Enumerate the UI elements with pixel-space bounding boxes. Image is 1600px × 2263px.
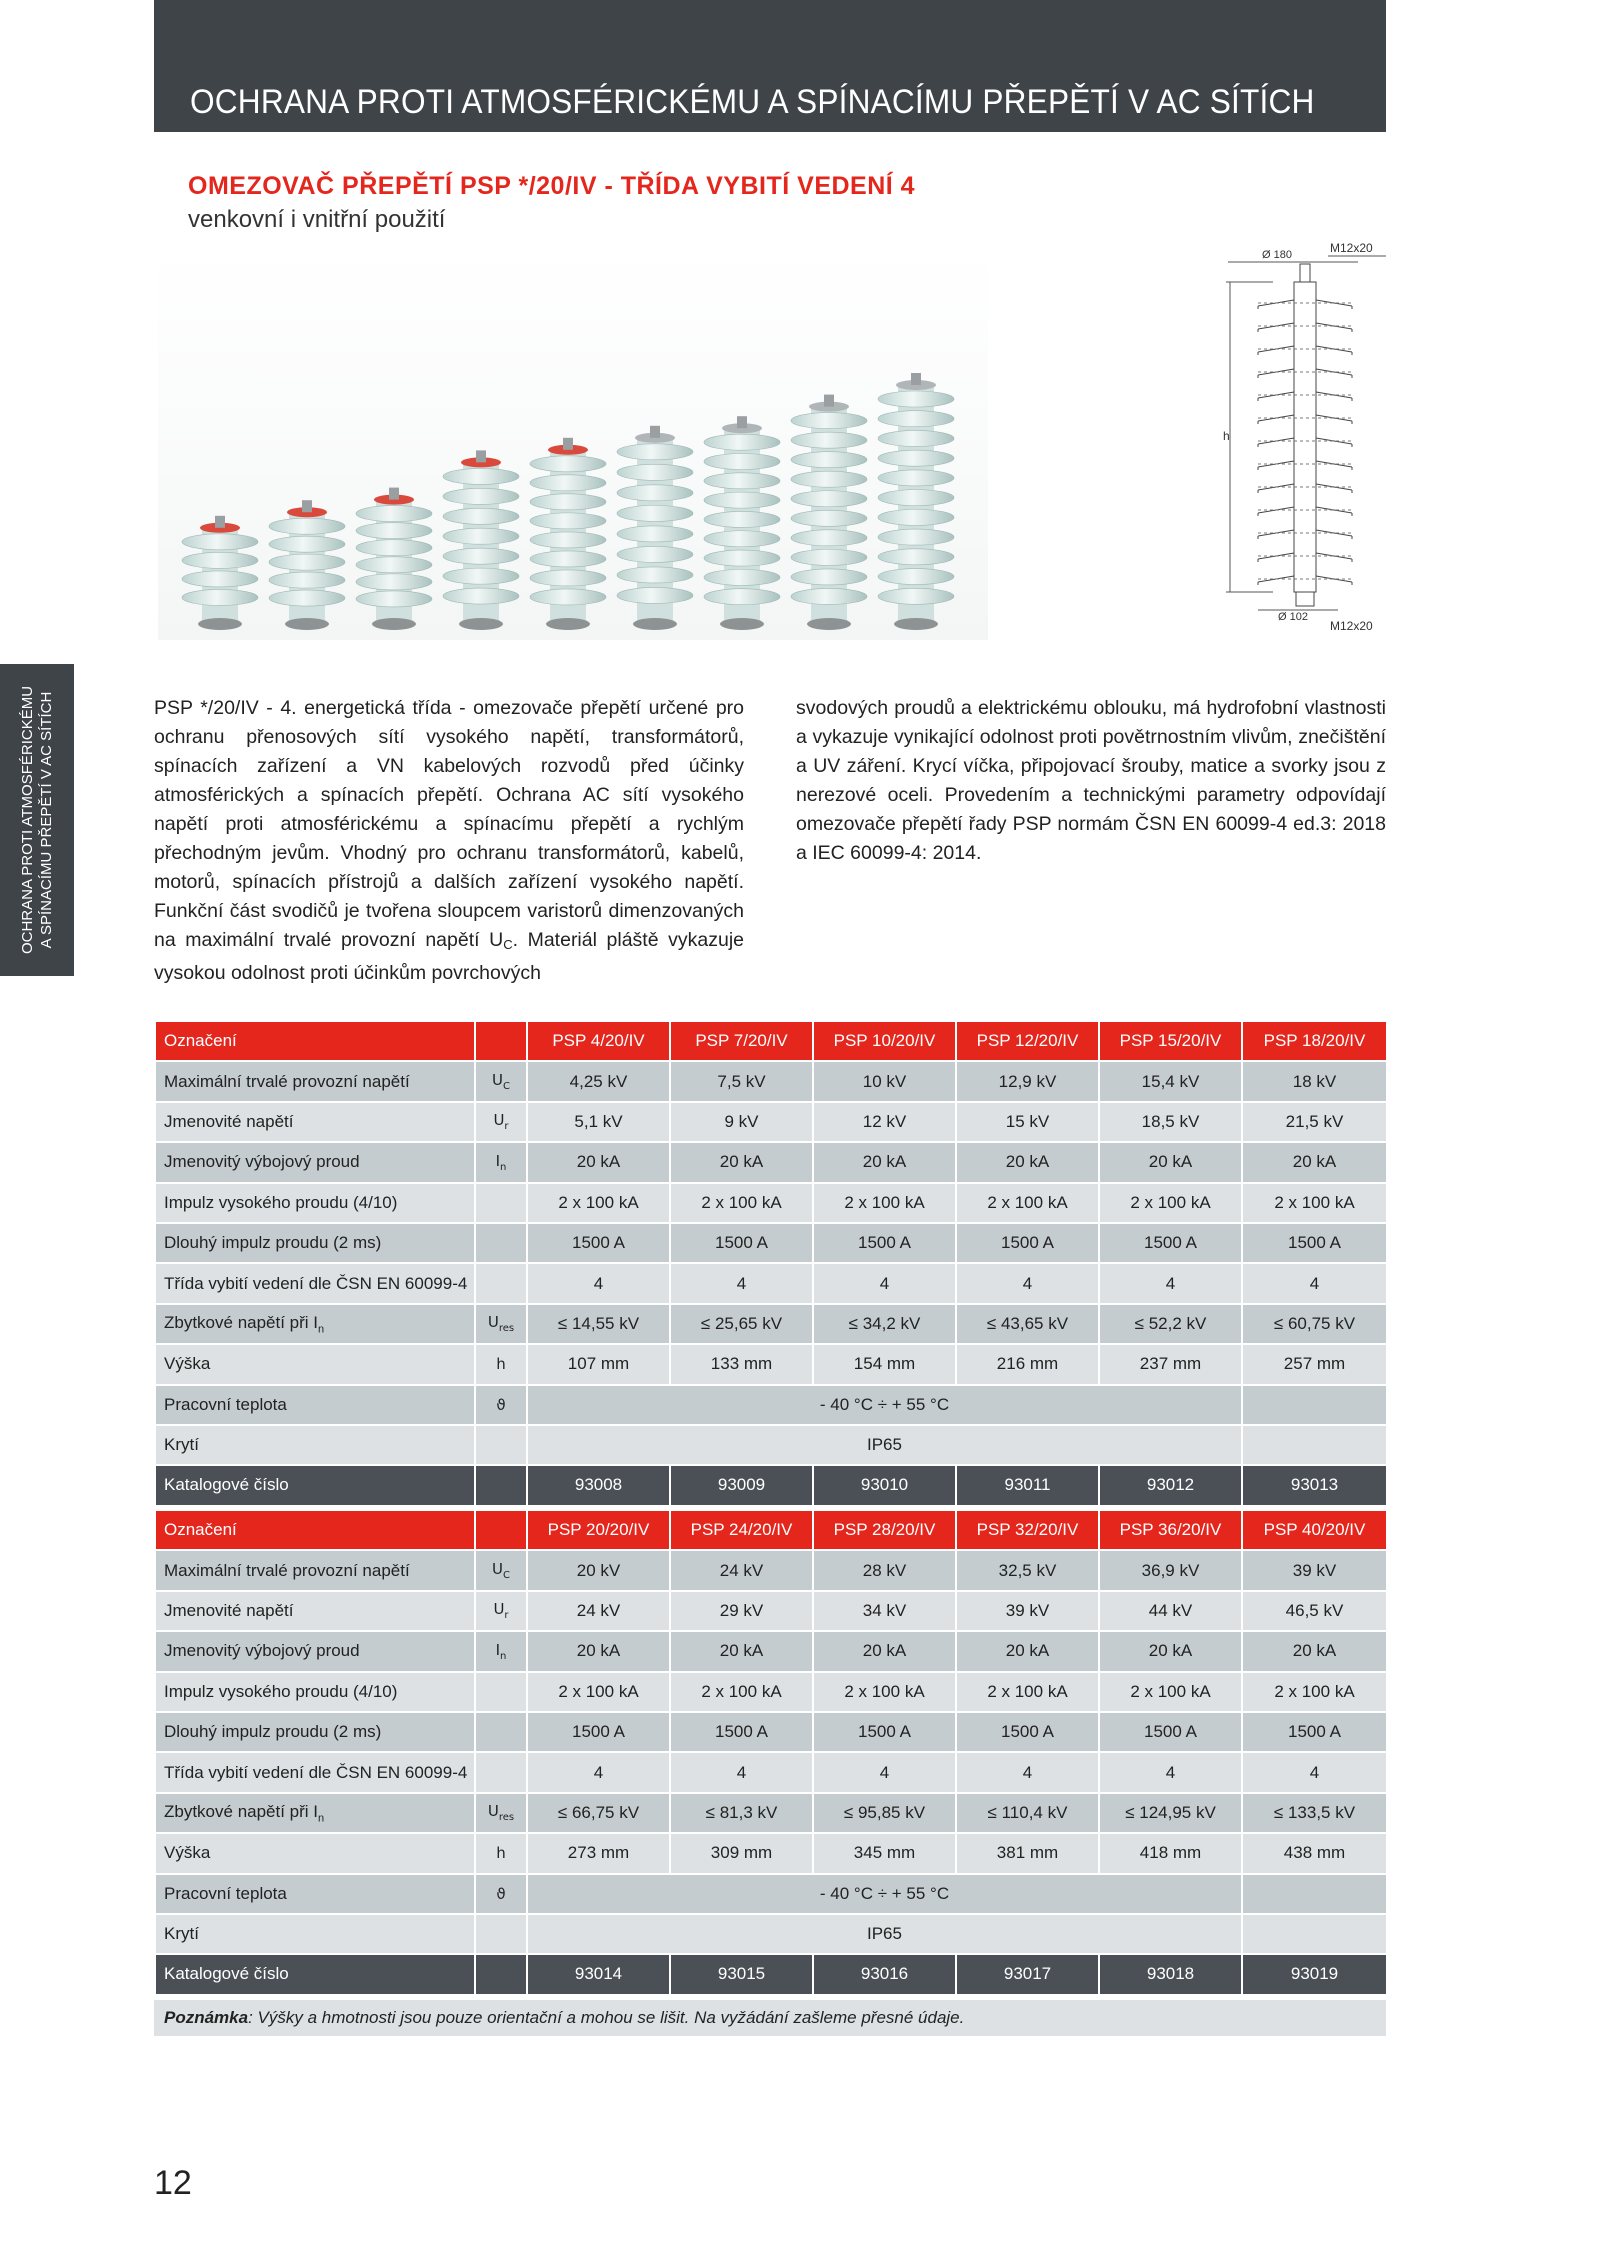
value-cell: 1500 A [670, 1712, 813, 1752]
value-cell: 20 kA [1099, 1142, 1242, 1182]
value-cell: 15 kV [956, 1102, 1099, 1142]
table-header-row [155, 1021, 1387, 1061]
symbol-cell [475, 1914, 527, 1954]
row-label: Označení [155, 1021, 475, 1061]
value-cell: 2 x 100 kA [1099, 1183, 1242, 1223]
symbol-subscript: n [500, 1161, 507, 1173]
value-cell: 4 [813, 1752, 956, 1792]
value-cell: ≤ 43,65 kV [956, 1304, 1099, 1344]
value-cell: 133 mm [670, 1344, 813, 1384]
value-cell: 2 x 100 kA [956, 1183, 1099, 1223]
uc-subscript: C [503, 937, 513, 952]
value-cell: 4 [527, 1263, 670, 1303]
value-cell: 12,9 kV [956, 1061, 1099, 1101]
value-cell: 28 kV [813, 1550, 956, 1590]
value-cell: 20 kA [670, 1142, 813, 1182]
symbol-cell [475, 1591, 527, 1631]
symbol-cell [475, 1061, 527, 1101]
value-cell: 4 [670, 1752, 813, 1792]
symbol: U [493, 1111, 505, 1130]
symbol-cell [475, 1304, 527, 1344]
table-row [155, 1385, 1387, 1425]
value-cell: 20 kV [527, 1550, 670, 1590]
side-tab-line1: OCHRANA PROTI ATMOSFÉRICKÉMU [19, 685, 36, 955]
value-cell: 309 mm [670, 1833, 813, 1873]
page-number: 12 [154, 2164, 192, 2202]
note [154, 2000, 1386, 2036]
catalog-number: 93014 [527, 1954, 670, 1994]
side-tab [0, 664, 74, 976]
symbol-cell [475, 1465, 527, 1505]
value-cell: 257 mm [1242, 1344, 1387, 1384]
value-cell: 20 kA [670, 1631, 813, 1671]
value-cell: 20 kA [956, 1142, 1099, 1182]
table-row [155, 1874, 1387, 1914]
table-row [155, 1102, 1387, 1142]
row-label: Maximální trvalé provozní napětí [155, 1061, 475, 1101]
column-header: PSP 15/20/IV [1099, 1021, 1242, 1061]
diameter-top-label: Ø 180 [1262, 249, 1292, 261]
symbol: h [496, 1355, 506, 1374]
value-cell: ≤ 81,3 kV [670, 1793, 813, 1833]
symbol: h [496, 1844, 506, 1863]
value-cell: 1500 A [1242, 1712, 1387, 1752]
table-row [155, 1591, 1387, 1631]
symbol: U [493, 1600, 505, 1619]
symbol: ϑ [496, 1884, 506, 1903]
table-row [155, 1793, 1387, 1833]
catalog-number: 93009 [670, 1465, 813, 1505]
value-cell: 273 mm [527, 1833, 670, 1873]
description-right: svodových proudů a elektrickému oblouku, má hydrofobní vlastnosti a vykazuje vynikající odolnost proti povětrnostním vlivům, znečištění a UV záření. Krycí víčka, připojovací šrouby, matice a svorky jsou z nerezové oceli. Provedením a technickými parametry odpovídají omezovače přepětí řady PSP normám ČSN EN 60099-4 ed.3: 2018 a IEC 60099-4: 2014. [796, 697, 1386, 864]
symbol-cell [475, 1263, 527, 1303]
arrester-image [269, 500, 345, 630]
column-header: PSP 18/20/IV [1242, 1021, 1387, 1061]
column-header: PSP 4/20/IV [527, 1021, 670, 1061]
symbol: U [492, 1071, 503, 1090]
row-label: Jmenovitý výbojový proud [155, 1142, 475, 1182]
table-row [155, 1550, 1387, 1590]
side-tab-line2: A SPÍNACÍMU PŘEPĚTÍ V AC SÍTÍCH [38, 691, 55, 949]
symbol-cell [475, 1142, 527, 1182]
symbol-cell [475, 1712, 527, 1752]
value-cell: 2 x 100 kA [1242, 1672, 1387, 1712]
value-cell: 39 kV [1242, 1550, 1387, 1590]
product-title: OMEZOVAČ PŘEPĚTÍ PSP */20/IV - TŘÍDA VYBITÍ VEDENÍ 4 [188, 172, 916, 200]
description-left [154, 694, 744, 988]
row-label-text: Zbytkové napětí při I [164, 1312, 319, 1332]
description-text-end: . Materiál pláště vykazuje vysokou odolnost proti účinkům povrchových [154, 929, 744, 984]
row-label: Maximální trvalé provozní napětí [155, 1550, 475, 1590]
value-cell: 20 kA [1099, 1631, 1242, 1671]
catalog-number: 93013 [1242, 1465, 1387, 1505]
value-cell: - 40 °C ÷ + 55 °C [527, 1874, 1242, 1914]
table-row [155, 1631, 1387, 1671]
column-header: PSP 12/20/IV [956, 1021, 1099, 1061]
symbol-cell [475, 1021, 527, 1061]
value-cell: 5,1 kV [527, 1102, 670, 1142]
value-cell: 4 [813, 1263, 956, 1303]
value-cell: 20 kA [813, 1142, 956, 1182]
page-title: OCHRANA PROTI ATMOSFÉRICKÉMU A SPÍNACÍMU PŘEPĚTÍ V AC SÍTÍCH [190, 83, 1315, 121]
value-cell: 44 kV [1099, 1591, 1242, 1631]
value-cell: ≤ 52,2 kV [1099, 1304, 1242, 1344]
column-header: PSP 28/20/IV [813, 1510, 956, 1550]
row-label-text: Zbytkové napětí při I [164, 1801, 319, 1821]
catalog-number: 93008 [527, 1465, 670, 1505]
table-row [155, 1465, 1387, 1505]
value-cell: 2 x 100 kA [527, 1672, 670, 1712]
table-row [155, 1712, 1387, 1752]
table-row [155, 1752, 1387, 1792]
value-cell: 1500 A [1099, 1223, 1242, 1263]
arrester-image [182, 516, 258, 630]
symbol-cell [475, 1223, 527, 1263]
value-cell: 15,4 kV [1099, 1061, 1242, 1101]
table-row [155, 1672, 1387, 1712]
value-cell: 21,5 kV [1242, 1102, 1387, 1142]
arrester-image [791, 395, 867, 630]
table-row [155, 1914, 1387, 1954]
value-cell: 1500 A [670, 1223, 813, 1263]
value-cell: 20 kA [527, 1142, 670, 1182]
row-label: Dlouhý impulz proudu (2 ms) [155, 1712, 475, 1752]
product-photo [158, 250, 988, 640]
table-row [155, 1954, 1387, 1994]
value-cell: 20 kA [527, 1631, 670, 1671]
table-header-row [155, 1510, 1387, 1550]
row-label: Jmenovitý výbojový proud [155, 1631, 475, 1671]
value-cell: 4 [956, 1752, 1099, 1792]
value-cell: 20 kA [813, 1631, 956, 1671]
value-cell: ≤ 60,75 kV [1242, 1304, 1387, 1344]
value-cell: 20 kA [1242, 1631, 1387, 1671]
value-cell: 10 kV [813, 1061, 956, 1101]
value-cell: 107 mm [527, 1344, 670, 1384]
catalog-number: 93017 [956, 1954, 1099, 1994]
arrester-image [617, 426, 693, 630]
value-cell: 24 kV [527, 1591, 670, 1631]
value-cell: 154 mm [813, 1344, 956, 1384]
note-text: : Výšky a hmotnosti jsou pouze orientační a mohou se lišit. Na vyžádání zašleme přesné údaje. [248, 2008, 965, 2027]
arrester-image [443, 450, 519, 630]
value-cell: 20 kA [1242, 1142, 1387, 1182]
value-cell: ≤ 14,55 kV [527, 1304, 670, 1344]
row-label: Jmenovité napětí [155, 1591, 475, 1631]
diameter-bottom-label: Ø 102 [1278, 611, 1308, 623]
value-cell: 4 [1099, 1263, 1242, 1303]
symbol-cell [475, 1793, 527, 1833]
catalog-number: 93016 [813, 1954, 956, 1994]
symbol-cell [475, 1183, 527, 1223]
value-cell: 237 mm [1099, 1344, 1242, 1384]
table-row [155, 1425, 1387, 1465]
value-cell: 4,25 kV [527, 1061, 670, 1101]
value-cell [1242, 1874, 1387, 1914]
symbol: U [487, 1313, 499, 1332]
row-label: Výška [155, 1833, 475, 1873]
symbol-subscript: r [504, 1121, 509, 1133]
symbol-cell [475, 1102, 527, 1142]
spec-table-2 [154, 1509, 1388, 1996]
value-cell: 2 x 100 kA [670, 1672, 813, 1712]
row-label: Impulz vysokého proudu (4/10) [155, 1672, 475, 1712]
value-cell: 2 x 100 kA [813, 1183, 956, 1223]
catalog-number: 93010 [813, 1465, 956, 1505]
symbol-cell [475, 1631, 527, 1671]
note-label: Poznámka [164, 2008, 249, 2027]
value-cell: 20 kA [956, 1631, 1099, 1671]
column-header: PSP 10/20/IV [813, 1021, 956, 1061]
value-cell: ≤ 25,65 kV [670, 1304, 813, 1344]
column-header: PSP 32/20/IV [956, 1510, 1099, 1550]
value-cell: 1500 A [1242, 1223, 1387, 1263]
catalog-number: 93011 [956, 1465, 1099, 1505]
arrester-image [356, 488, 432, 630]
symbol-cell [475, 1752, 527, 1792]
value-cell: 2 x 100 kA [527, 1183, 670, 1223]
row-label: Katalogové číslo [155, 1465, 475, 1505]
symbol-cell [475, 1954, 527, 1994]
value-cell: 12 kV [813, 1102, 956, 1142]
row-label [155, 1304, 475, 1344]
symbol-cell [475, 1550, 527, 1590]
value-cell: 2 x 100 kA [1099, 1672, 1242, 1712]
value-cell: ≤ 124,95 kV [1099, 1793, 1242, 1833]
symbol-subscript: n [500, 1650, 507, 1662]
value-cell: 4 [670, 1263, 813, 1303]
value-cell: 18 kV [1242, 1061, 1387, 1101]
row-label: Impulz vysokého proudu (4/10) [155, 1183, 475, 1223]
value-cell: 1500 A [956, 1223, 1099, 1263]
symbol-cell [475, 1344, 527, 1384]
value-cell: 2 x 100 kA [1242, 1183, 1387, 1223]
row-label: Jmenovité napětí [155, 1102, 475, 1142]
arrester-image [530, 438, 606, 630]
symbol-cell [475, 1833, 527, 1873]
value-cell: IP65 [527, 1914, 1242, 1954]
value-cell: 381 mm [956, 1833, 1099, 1873]
catalog-number: 93018 [1099, 1954, 1242, 1994]
value-cell: 4 [1242, 1752, 1387, 1792]
row-label: Katalogové číslo [155, 1954, 475, 1994]
value-cell: 29 kV [670, 1591, 813, 1631]
value-cell [1242, 1385, 1387, 1425]
symbol-cell [475, 1672, 527, 1712]
row-label: Výška [155, 1344, 475, 1384]
symbol: ϑ [496, 1395, 506, 1414]
value-cell: 418 mm [1099, 1833, 1242, 1873]
table-row [155, 1142, 1387, 1182]
column-header: PSP 36/20/IV [1099, 1510, 1242, 1550]
value-cell: 36,9 kV [1099, 1550, 1242, 1590]
table-row [155, 1223, 1387, 1263]
description-text: PSP */20/IV - 4. energetická třída - omezovače přepětí určené pro ochranu přenosových sítí vysokého napětí, transformátorů, spínacích zařízení a VN kabelových rozvodů před účinky atmosférických a spínacích přepětí. Ochrana AC sítí vysokého napětí proti atmosférickému a spínacímu přepětí a rychlým přechodným jevům. Vhodný pro ochranu transformátorů, kabelů, motorů, spínacích přístrojů a dalších zařízení vysokého napětí. Funkční část svodičů je tvořena sloupcem varistorů dimenzovaných na maximální trvalé provozní napětí U [154, 697, 744, 951]
column-header: PSP 20/20/IV [527, 1510, 670, 1550]
catalog-number: 93012 [1099, 1465, 1242, 1505]
value-cell: 2 x 100 kA [813, 1672, 956, 1712]
column-header: PSP 40/20/IV [1242, 1510, 1387, 1550]
value-cell: 4 [956, 1263, 1099, 1303]
symbol-subscript: C [503, 1570, 510, 1582]
value-cell: ≤ 110,4 kV [956, 1793, 1099, 1833]
table-row [155, 1304, 1387, 1344]
value-cell: ≤ 66,75 kV [527, 1793, 670, 1833]
value-cell: ≤ 133,5 kV [1242, 1793, 1387, 1833]
value-cell: 4 [527, 1752, 670, 1792]
row-label: Třída vybití vedení dle ČSN EN 60099-4 [155, 1752, 475, 1792]
value-cell: 1500 A [813, 1223, 956, 1263]
product-subtitle: venkovní i vnitřní použití [188, 206, 446, 233]
column-header: PSP 7/20/IV [670, 1021, 813, 1061]
thread-bottom-label: M12x20 [1330, 619, 1373, 633]
height-label: h [1223, 429, 1230, 443]
value-cell: 438 mm [1242, 1833, 1387, 1873]
value-cell: 18,5 kV [1099, 1102, 1242, 1142]
row-label: Pracovní teplota [155, 1874, 475, 1914]
symbol-subscript: res [498, 1812, 515, 1824]
catalog-number: 93015 [670, 1954, 813, 1994]
value-cell: 1500 A [956, 1712, 1099, 1752]
spec-table-1 [154, 1020, 1388, 1507]
row-label: Krytí [155, 1425, 475, 1465]
value-cell: 7,5 kV [670, 1061, 813, 1101]
value-cell: 2 x 100 kA [956, 1672, 1099, 1712]
value-cell: 46,5 kV [1242, 1591, 1387, 1631]
row-label-subscript: n [318, 1812, 325, 1825]
value-cell: 216 mm [956, 1344, 1099, 1384]
thread-top-label: M12x20 [1330, 241, 1373, 255]
value-cell: 1500 A [1099, 1712, 1242, 1752]
value-cell [1242, 1425, 1387, 1465]
value-cell: - 40 °C ÷ + 55 °C [527, 1385, 1242, 1425]
table-row [155, 1183, 1387, 1223]
row-label [155, 1793, 475, 1833]
value-cell: 2 x 100 kA [670, 1183, 813, 1223]
row-label-subscript: n [318, 1323, 325, 1336]
value-cell: ≤ 95,85 kV [813, 1793, 956, 1833]
table-row [155, 1344, 1387, 1384]
row-label: Třída vybití vedení dle ČSN EN 60099-4 [155, 1263, 475, 1303]
row-label: Pracovní teplota [155, 1385, 475, 1425]
value-cell: 1500 A [813, 1712, 956, 1752]
symbol: U [492, 1560, 503, 1579]
table-row [155, 1263, 1387, 1303]
row-label: Dlouhý impulz proudu (2 ms) [155, 1223, 475, 1263]
symbol-cell [475, 1385, 527, 1425]
value-cell: 1500 A [527, 1223, 670, 1263]
value-cell: 4 [1242, 1263, 1387, 1303]
arrester-image [878, 373, 954, 630]
symbol: U [487, 1802, 499, 1821]
value-cell: 32,5 kV [956, 1550, 1099, 1590]
symbol: I [495, 1151, 501, 1170]
table-row [155, 1061, 1387, 1101]
symbol-cell [475, 1874, 527, 1914]
row-label: Označení [155, 1510, 475, 1550]
value-cell: 34 kV [813, 1591, 956, 1631]
table-row [155, 1833, 1387, 1873]
catalog-number: 93019 [1242, 1954, 1387, 1994]
symbol-subscript: C [503, 1081, 510, 1093]
value-cell: 24 kV [670, 1550, 813, 1590]
symbol-cell [475, 1510, 527, 1550]
value-cell: ≤ 34,2 kV [813, 1304, 956, 1344]
value-cell: 9 kV [670, 1102, 813, 1142]
value-cell: 345 mm [813, 1833, 956, 1873]
symbol-subscript: r [504, 1610, 509, 1622]
symbol: I [495, 1640, 501, 1659]
row-label: Krytí [155, 1914, 475, 1954]
value-cell: 39 kV [956, 1591, 1099, 1631]
value-cell: 1500 A [527, 1712, 670, 1752]
symbol-cell [475, 1425, 527, 1465]
header-bar [154, 0, 1386, 132]
value-cell: 4 [1099, 1752, 1242, 1792]
column-header: PSP 24/20/IV [670, 1510, 813, 1550]
dimension-drawing [1218, 240, 1388, 635]
value-cell [1242, 1914, 1387, 1954]
symbol-subscript: res [498, 1323, 515, 1335]
value-cell: IP65 [527, 1425, 1242, 1465]
arrester-image [704, 416, 780, 630]
